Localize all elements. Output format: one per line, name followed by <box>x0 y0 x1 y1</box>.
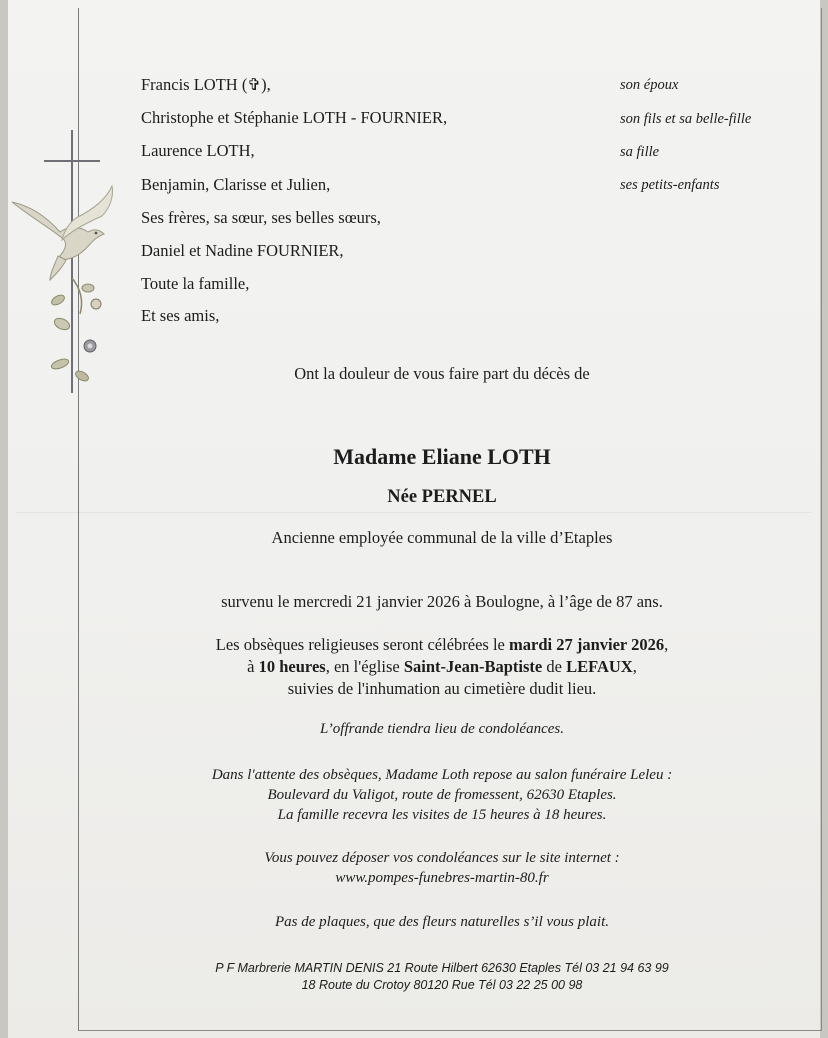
text: de <box>542 657 567 676</box>
funeral-date: mardi 27 janvier 2026 <box>509 635 665 654</box>
wake-line: Dans l'attente des obsèques, Madame Loth repose au salon funéraire Leleu : <box>211 767 673 783</box>
funeral-details <box>72 634 812 700</box>
text: , <box>664 635 669 654</box>
funeral-line-1 <box>72 634 812 656</box>
mourner-relation: son fils et sa belle-fille <box>620 111 752 127</box>
maiden-name: Née PERNEL <box>387 487 497 507</box>
online-line: Vous pouvez déposer vos condoléances sur le site internet : <box>264 850 620 866</box>
mourner-line: Laurence LOTH, <box>141 141 255 160</box>
funeral-home-footer <box>72 960 812 994</box>
text: à <box>247 657 259 676</box>
offering-note: L’offrande tiendra lieu de condoléances. <box>320 721 564 737</box>
wake-details <box>72 765 812 825</box>
footer-line: 18 Route du Crotoy 80120 Rue Tél 03 22 25 00 98 <box>301 978 583 992</box>
church-name: Saint-Jean-Baptiste <box>403 657 543 676</box>
cross-dove-flower-icon <box>10 128 122 393</box>
mourner-line: Toute la famille, <box>141 274 250 293</box>
mourner-line: Daniel et Nadine FOURNIER, <box>141 241 344 260</box>
mourner-line: Et ses amis, <box>141 306 220 325</box>
mourner-line: Ses frères, sa sœur, ses belles sœurs, <box>141 208 381 227</box>
text: , <box>632 657 637 676</box>
mourner-line: Francis LOTH (✞), <box>141 75 271 94</box>
occupation: Ancienne employée communal de la ville d’Etaples <box>271 528 613 547</box>
mourner-relation: sa fille <box>620 144 660 160</box>
online-condolences <box>72 848 812 888</box>
announcement: Ont la douleur de vous faire part du décès de <box>294 364 590 383</box>
mourner-relation: ses petits-enfants <box>620 177 720 193</box>
paper-fold <box>16 512 812 513</box>
death-notice: survenu le mercredi 21 janvier 2026 à Boulogne, à l’âge de 87 ans. <box>221 592 663 611</box>
text: Les obsèques religieuses seront célébrées le <box>215 635 510 654</box>
funeral-time: 10 heures <box>258 657 326 676</box>
text: , en l'église <box>325 657 404 676</box>
footer-line: P F Marbrerie MARTIN DENIS 21 Route Hilbert 62630 Etaples Tél 03 21 94 63 99 <box>215 961 669 975</box>
mourner-relation: son époux <box>620 77 679 93</box>
funeral-line-2 <box>72 656 812 678</box>
mourner-line: Christophe et Stéphanie LOTH - FOURNIER, <box>141 108 448 127</box>
wake-line: La famille recevra les visites de 15 heures à 18 heures. <box>277 807 607 823</box>
town-name: LEFAUX <box>566 657 633 676</box>
website-url: www.pompes-funebres-martin-80.fr <box>335 870 549 886</box>
funeral-line-3: suivies de l'inhumation au cimetière dudit lieu. <box>287 679 597 698</box>
wake-line: Boulevard du Valigot, route de fromessent, 62630 Etaples. <box>267 787 617 803</box>
deceased-name: Madame Eliane LOTH <box>333 444 551 469</box>
flowers-note: Pas de plaques, que des fleurs naturelles s’il vous plait. <box>275 914 609 930</box>
mourner-line: Benjamin, Clarisse et Julien, <box>141 175 331 194</box>
